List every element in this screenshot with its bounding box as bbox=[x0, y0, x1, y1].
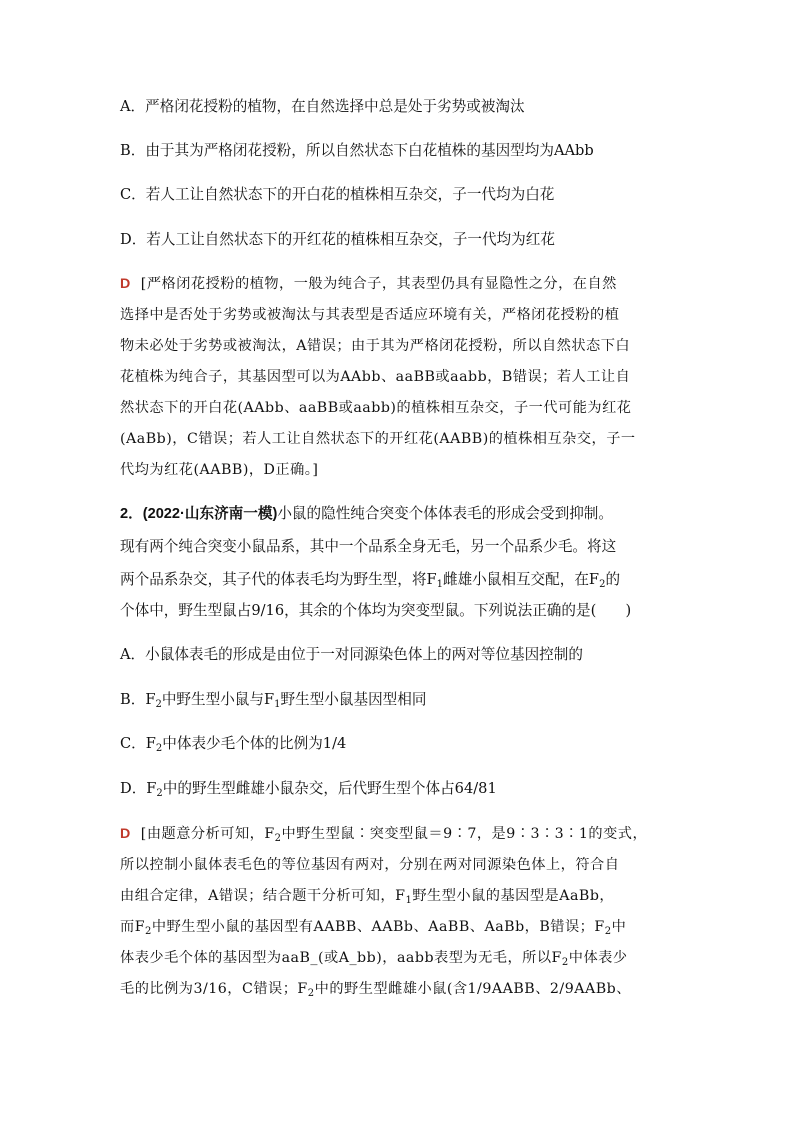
answer-2-line bbox=[120, 979, 631, 999]
option-text: 野生型小鼠基因型相同 bbox=[280, 691, 427, 708]
subscript: 2 bbox=[604, 926, 612, 937]
question-2-text: 雌雄小鼠相互交配，在F bbox=[442, 571, 600, 588]
q2-option-a: A．小鼠体表毛的形成是由位于一对同源染色体上的两对等位基因控制的 bbox=[120, 646, 583, 663]
question-2-line: 现有两个纯合突变小鼠品系，其中一个品系全身无毛，另一个品系少毛。将这 bbox=[120, 538, 617, 555]
q1-option-d: D．若人工让自然状态下的开红花的植株相互杂交，子一代均为红花 bbox=[120, 231, 555, 248]
option-text: 中的野生型雌雄小鼠杂交，后代野生型个体占64/81 bbox=[162, 780, 497, 797]
answer-1-line: 物未必处于劣势或被淘汰，A错误；由于其为严格闭花授粉，所以自然状态下白 bbox=[120, 338, 631, 354]
answer-2-text: 野生型小鼠的基因型是AaBb， bbox=[412, 888, 615, 904]
subscript: 2 bbox=[561, 957, 569, 968]
answer-2-line: 所以控制小鼠体表毛色的等位基因有两对，分别在两对同源染色体上，符合自 bbox=[120, 857, 620, 873]
question-2-text: 两个品系杂交，其子代的体表毛均为野生型，将F bbox=[120, 571, 437, 588]
answer-2-text: 中野生型小鼠的基因型有AABB、AABb、AaBB、AaBb，B错误；F bbox=[151, 919, 605, 935]
answer-1-line: (AaBb)，C错误；若人工让自然状态下的开红花(AABB)的植株相互杂交，子一 bbox=[120, 431, 636, 447]
subscript: 2 bbox=[599, 579, 606, 590]
question-2-source: (2022·山东济南一模) bbox=[142, 506, 278, 522]
answer-2-text: [由题意分析可知，F bbox=[140, 826, 275, 842]
question-2-line: 个体中，野生型鼠占9/16，其余的个体均为突变型鼠。下列说法正确的是( ) bbox=[120, 602, 632, 619]
subscript: 1 bbox=[274, 699, 281, 710]
subscript: 2 bbox=[155, 699, 162, 710]
answer-1-letter: D bbox=[120, 276, 131, 292]
q1-option-c: C．若人工让自然状态下的开白花的植株相互杂交，子一代均为白花 bbox=[120, 186, 555, 203]
answer-2-text: 由组合定律，A错误；结合题干分析可知，F bbox=[120, 888, 406, 904]
answer-1-line bbox=[120, 274, 617, 294]
answer-1-line: 代均为红花(AABB)，D正确。] bbox=[120, 462, 319, 478]
question-2-text: 的 bbox=[605, 571, 621, 588]
subscript: 2 bbox=[156, 788, 163, 799]
answer-2-text: 毛的比例为3/16，C错误；F bbox=[120, 981, 308, 997]
option-text: 中野生型小鼠与F bbox=[161, 691, 275, 708]
q2-option-c bbox=[120, 734, 346, 754]
question-2-line bbox=[120, 570, 620, 590]
option-text: D．F bbox=[120, 780, 157, 797]
q1-option-b: B．由于其为严格闭花授粉，所以自然状态下白花植株的基因型均为AAbb bbox=[120, 142, 594, 159]
answer-2-line bbox=[120, 948, 628, 968]
answer-2-letter: D bbox=[120, 826, 131, 842]
question-2-number: 2． bbox=[120, 506, 143, 522]
subscript: 2 bbox=[145, 926, 152, 937]
answer-2-text: 中 bbox=[611, 919, 627, 935]
subscript: 1 bbox=[405, 895, 413, 906]
answer-1-line: 选择中是否处于劣势或被淘汰与其表型是否适应环境有关，严格闭花授粉的植 bbox=[120, 307, 620, 323]
option-text: C．F bbox=[120, 735, 156, 752]
answer-2-text: 中的野生型雌雄小鼠(含1/9AABB、2/9AABb、 bbox=[314, 981, 631, 997]
answer-2-line bbox=[120, 917, 626, 937]
q1-option-a: A．严格闭花授粉的植物，在自然选择中总是处于劣势或被淘汰 bbox=[120, 98, 525, 115]
q2-option-b bbox=[120, 690, 426, 710]
subscript: 1 bbox=[436, 579, 443, 590]
q2-option-d bbox=[120, 779, 497, 799]
subscript: 2 bbox=[274, 833, 282, 844]
answer-1-line: 然状态下的开白花(AAbb、aaBB或aabb)的植株相互杂交，子一代可能为红花 bbox=[120, 400, 632, 416]
subscript: 2 bbox=[155, 743, 163, 754]
answer-2-line bbox=[120, 886, 614, 906]
question-2-text: 小鼠的隐性纯合突变个体体表毛的形成会受到抑制。 bbox=[277, 505, 613, 522]
answer-2-text: 而F bbox=[120, 919, 146, 935]
answer-1-text: [严格闭花授粉的植物，一般为纯合子，其表型仍具有显隐性之分，在自然 bbox=[140, 276, 617, 292]
answer-2-text: 体表少毛个体的基因型为aaB_(或A_bb)，aabb表型为无毛，所以F bbox=[120, 950, 562, 966]
option-text: 中体表少毛个体的比例为1/4 bbox=[162, 735, 347, 752]
answer-2-text: 中野生型鼠∶突变型鼠＝9∶7，是9∶3∶3∶1的变式， bbox=[281, 826, 648, 842]
option-text: B．F bbox=[120, 691, 156, 708]
answer-2-text: 中体表少 bbox=[568, 950, 628, 966]
question-2-line bbox=[120, 504, 613, 524]
answer-2-line bbox=[120, 824, 647, 844]
answer-1-line: 花植株为纯合子，其基因型可以为AAbb、aaBB或aabb，B错误；若人工让自 bbox=[120, 369, 631, 385]
subscript: 2 bbox=[307, 988, 315, 999]
